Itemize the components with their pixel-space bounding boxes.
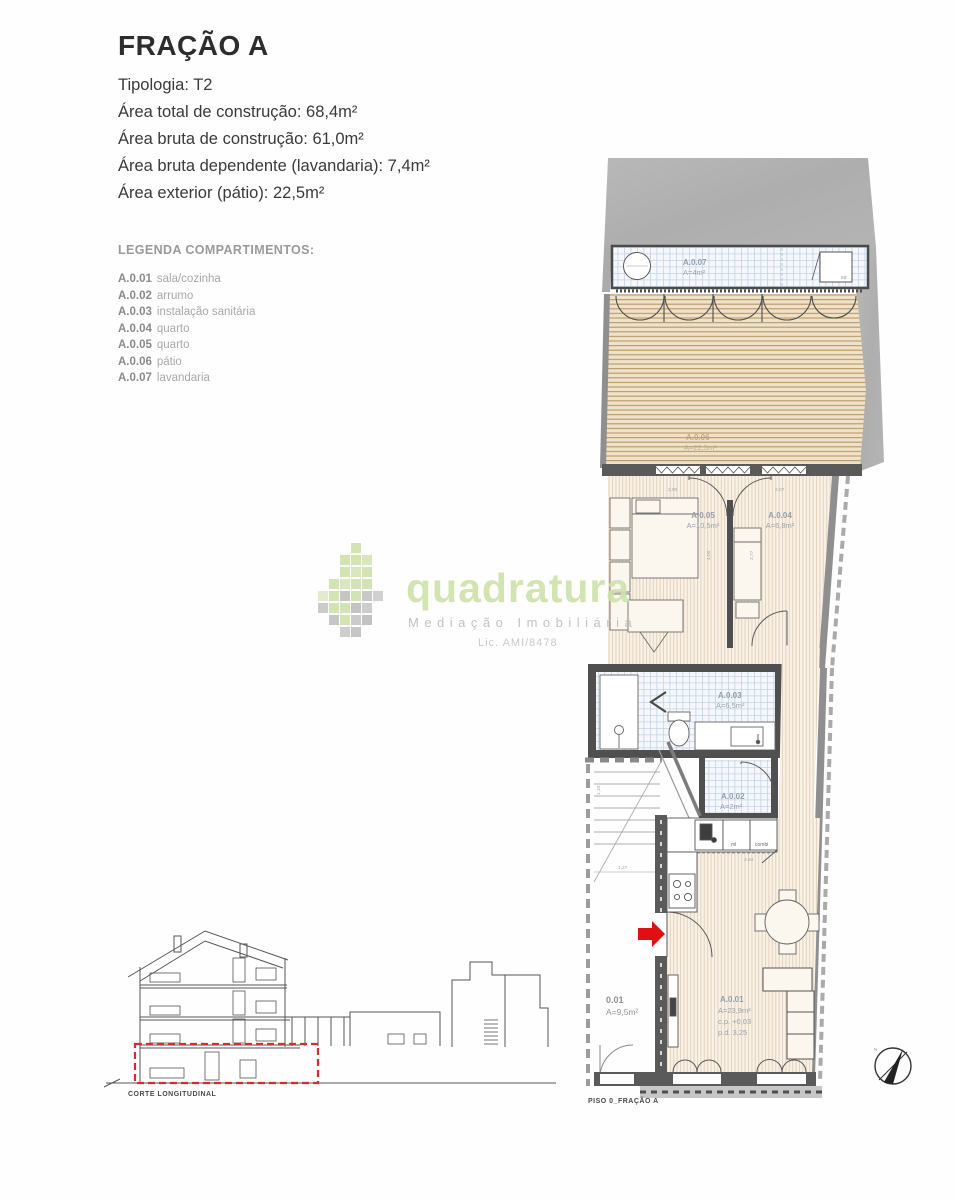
legend-code: A.0.01 (118, 273, 152, 285)
logo-tagline: Mediação Imobiliária (408, 615, 638, 630)
label-mlr: mlr (841, 275, 847, 280)
shower (600, 675, 638, 749)
legend-item (118, 354, 438, 371)
unit-typology: Tipologia: T2 (118, 76, 213, 94)
pixel-building-logo (318, 543, 398, 651)
unit-dependent-area: Área bruta dependente (lavandaria): 7,4m² (118, 157, 430, 175)
room-lavandaria (612, 246, 868, 291)
room-label-001: 0.01 (606, 995, 624, 1005)
cross-section (100, 915, 560, 1097)
unit-total-area: Área total de construção: 68,4m² (118, 103, 358, 121)
room-bathroom (588, 664, 782, 758)
dim-127: 1,27 (618, 866, 628, 871)
legend-item (118, 304, 438, 321)
room-area-a007: A=4m² (683, 268, 706, 277)
room-label-a006: A.0.06 (686, 433, 710, 442)
legend-item (118, 288, 438, 305)
north-compass-icon (874, 1047, 911, 1084)
room-label-a003: A.0.03 (718, 691, 742, 700)
common-stairwell (585, 760, 662, 1086)
toilet-icon (668, 712, 690, 746)
dim-400: 4,00 (707, 550, 712, 560)
legend-item (118, 337, 438, 354)
room-living-kitchen (638, 815, 820, 1086)
legend-code: A.0.06 (118, 355, 152, 368)
logo-license: Lic. AMI/8478 (478, 637, 558, 649)
unit-gross-area: Área bruta de construção: 61,0m² (118, 130, 364, 148)
dim-277: 2,77 (750, 550, 755, 560)
room-cp-a001: c.p. +0,03 (718, 1017, 752, 1026)
room-label-a004: A.0.04 (768, 511, 792, 520)
legend-item (118, 370, 438, 387)
room-label-a001: A.0.01 (720, 995, 744, 1004)
label-ml: ml (731, 842, 737, 848)
legend-label: arrumo (156, 289, 194, 302)
room-label-a007: A.0.07 (683, 258, 707, 267)
legend-label: sala/cozinha (156, 273, 221, 285)
tv-bench (668, 975, 678, 1047)
legend-item (118, 321, 438, 338)
vanity-sink (695, 722, 775, 750)
north-label: N (874, 1047, 878, 1052)
room-patio (600, 294, 866, 476)
unit-info (118, 30, 558, 207)
logo-name: quadratura (406, 565, 631, 611)
room-area-a004: A=6,8m² (765, 521, 795, 530)
room-label-a002: A.0.02 (721, 792, 745, 801)
room-area-a001: A=23,9m² (718, 1006, 751, 1015)
bedroom2-furniture (734, 528, 761, 618)
room-pd-a001: p.d. 3,25 (718, 1028, 748, 1037)
legend-code: A.0.05 (118, 339, 152, 351)
legend-code: A.0.07 (118, 372, 152, 384)
legend-label: instalação sanitária (156, 306, 256, 318)
floor-plan (552, 155, 955, 1105)
room-area-a005: A=10,5m² (686, 521, 720, 530)
legend-code: A.0.04 (118, 322, 152, 335)
room-area-a006: A=22,5m² (684, 443, 717, 452)
stove-icon (667, 852, 697, 912)
legend-label: lavandaria (156, 372, 210, 384)
legend-label: quarto (156, 322, 190, 335)
legend (118, 243, 438, 387)
page-title: FRAÇÃO A (118, 30, 269, 61)
room-label-a005: A.0.05 (691, 511, 715, 520)
legend-label: quarto (156, 339, 190, 351)
legend-code: A.0.02 (118, 289, 152, 302)
plan-caption: PISO 0_FRAÇÃO A (588, 1098, 659, 1105)
unit-exterior-area: Área exterior (pátio): 22,5m² (118, 184, 325, 202)
dim-110: 1,10 (597, 785, 602, 795)
fraction-highlight-box (135, 1044, 318, 1083)
label-combi: combi (755, 842, 769, 848)
legend-code: A.0.03 (118, 306, 152, 318)
legend-label: pátio (156, 355, 182, 368)
dim-284: 2,84 (744, 858, 754, 863)
legend-title: LEGENDA COMPARTIMENTOS: (118, 243, 315, 257)
rooms-bedrooms (608, 476, 848, 668)
legend-item (118, 271, 438, 288)
section-caption: CORTE LONGITUDINAL (128, 1091, 217, 1098)
dim-290: 2,90 (668, 488, 678, 493)
room-area-a003: A=6,5m² (716, 701, 745, 710)
room-area-a002: A=2m² (720, 802, 743, 811)
room-area-001: A=9,5m² (606, 1007, 639, 1017)
dim-207: 2,07 (775, 488, 785, 493)
